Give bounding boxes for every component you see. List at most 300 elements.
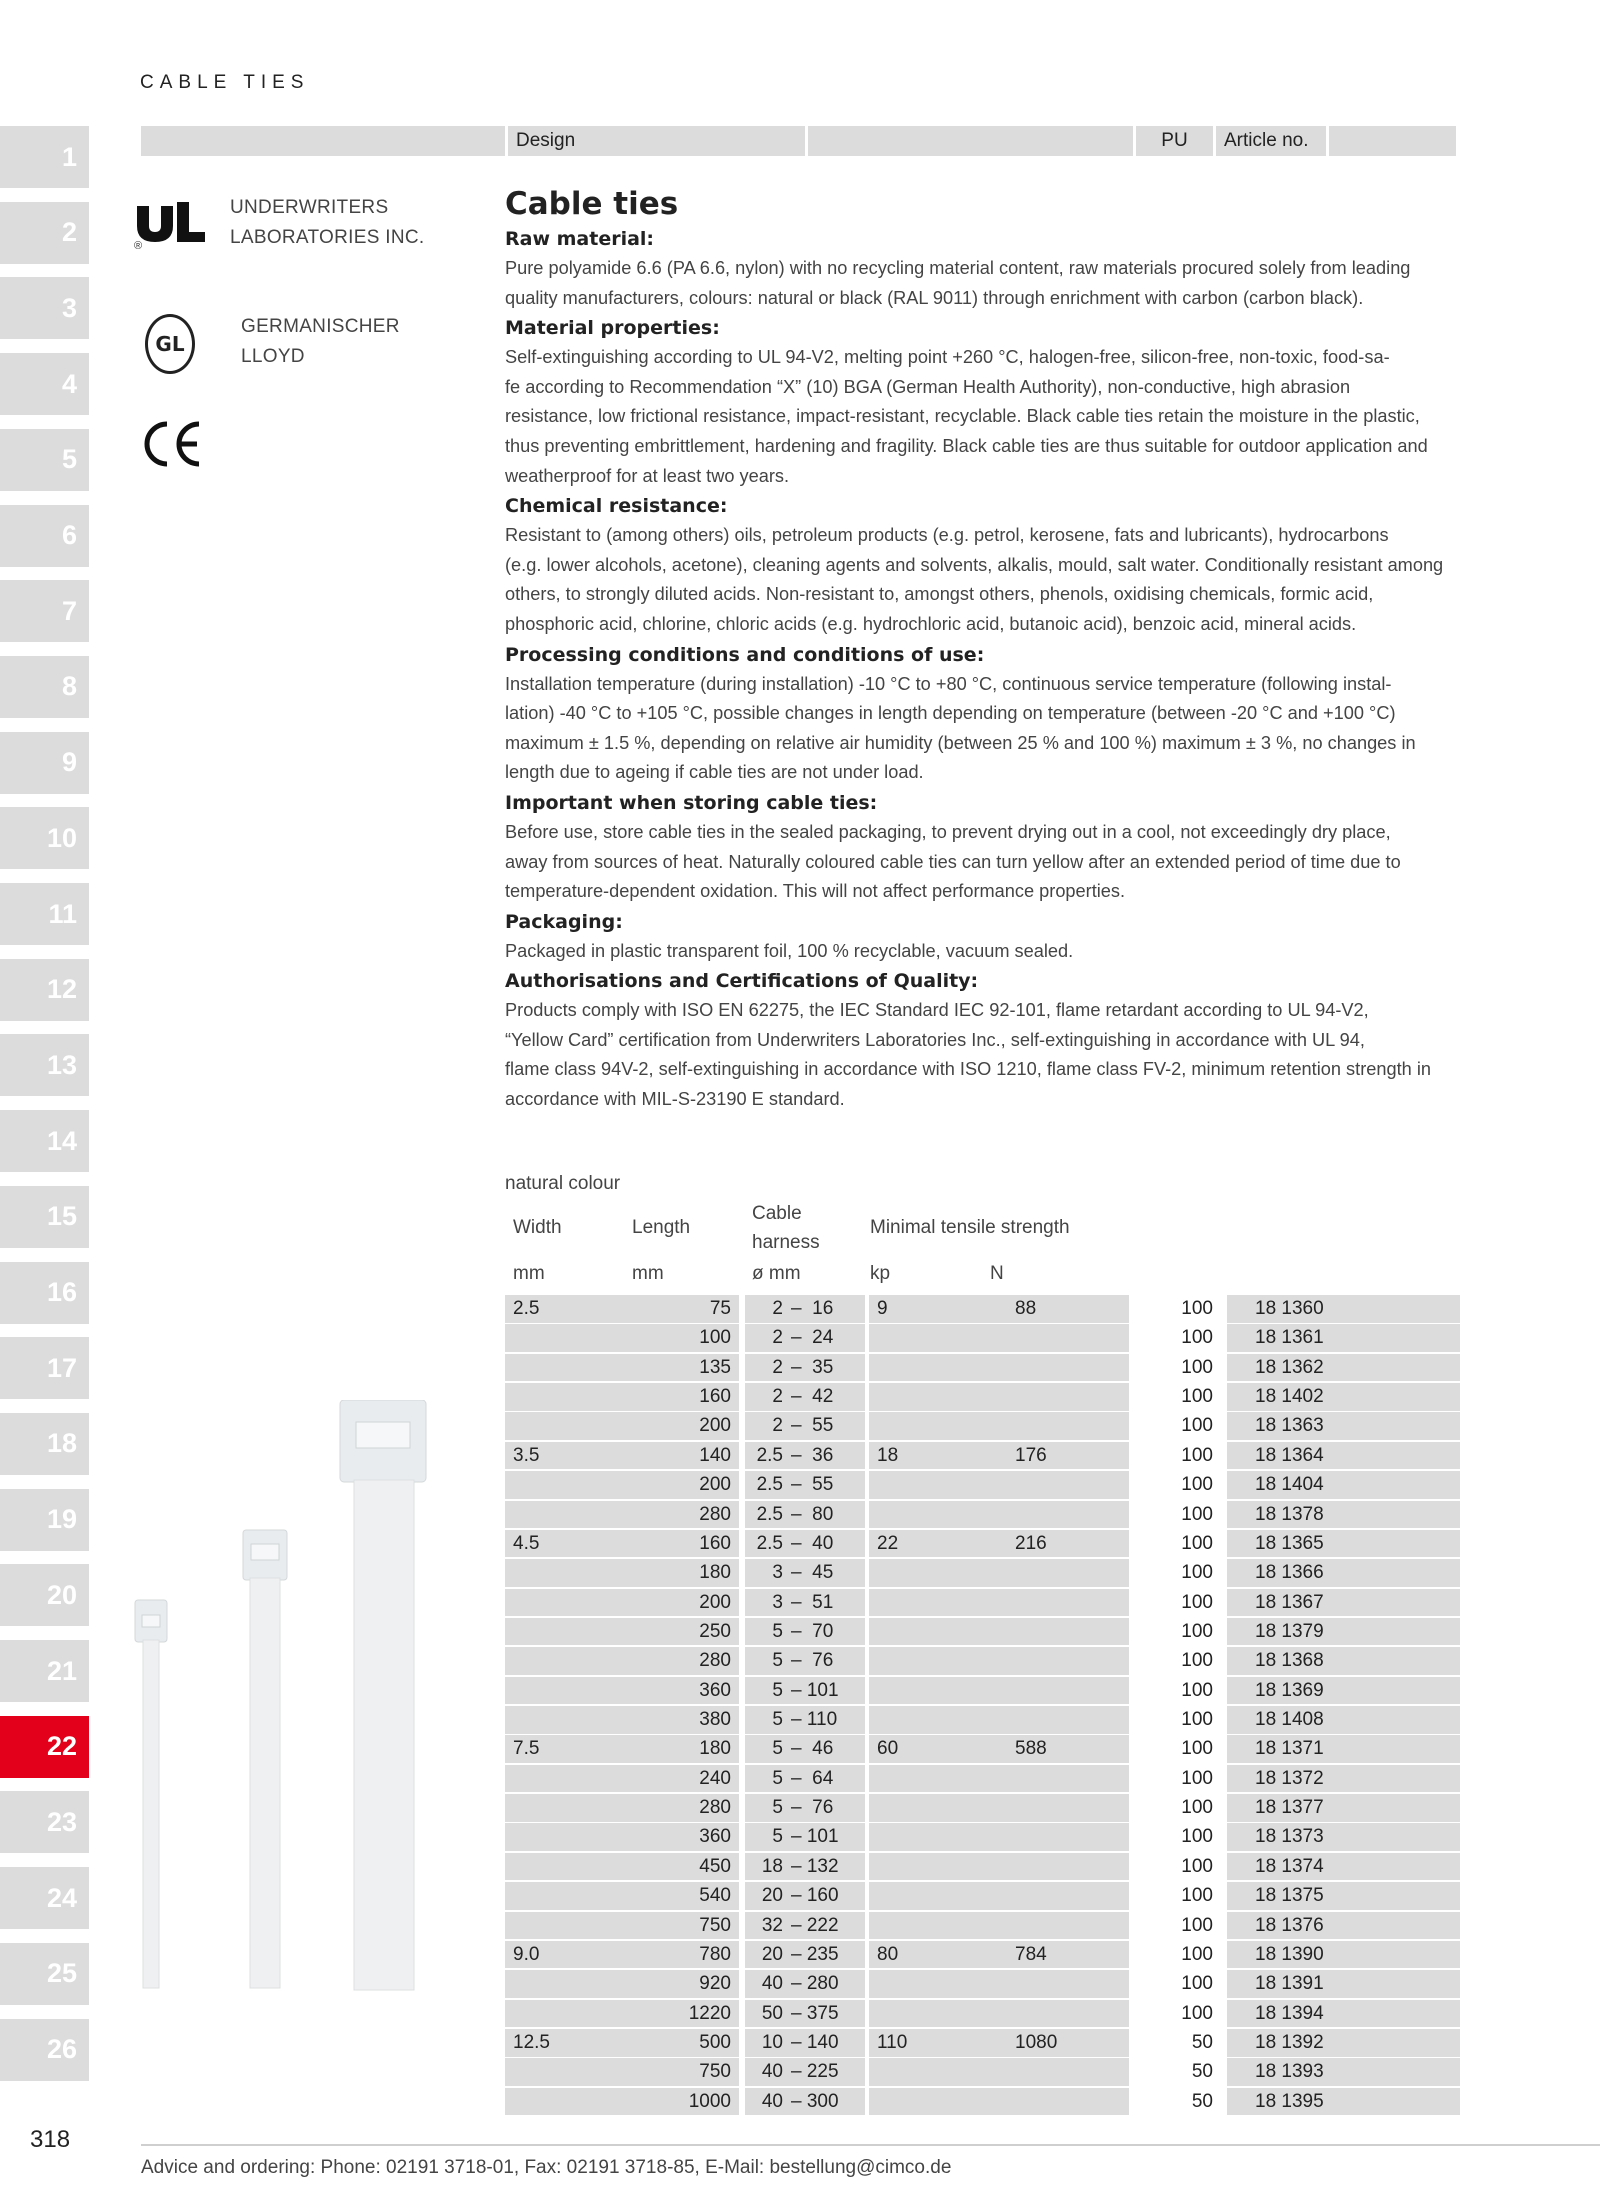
table-cell: 1080 <box>989 2029 1129 2057</box>
table-cell: 2 <box>745 1412 789 1440</box>
table-row <box>505 2000 1460 2029</box>
table-cell: 750 <box>625 2058 739 2086</box>
table-cell: – 110 <box>789 1706 865 1734</box>
chapter-tab-3[interactable]: 3 <box>0 277 89 339</box>
table-cell: 18 1391 <box>1227 1970 1377 1998</box>
table-cell <box>989 1970 1129 1998</box>
table-cell: 100 <box>1181 1620 1213 1642</box>
table-cell <box>869 2088 991 2116</box>
table-row <box>505 1970 1460 1999</box>
table-cell: 100 <box>1181 1679 1213 1701</box>
unit-cable: ø mm <box>752 1263 801 1284</box>
table-cell: 2.5 <box>745 1501 789 1529</box>
header-article: Article no. <box>1213 126 1326 156</box>
table-cell: – 225 <box>789 2058 865 2086</box>
table-cell: 780 <box>625 1941 739 1969</box>
table-cell: – 375 <box>789 2000 865 2028</box>
table-cell <box>1355 1412 1460 1440</box>
table-cell <box>505 1853 627 1881</box>
table-cell: 50 <box>745 2000 789 2028</box>
table-cell <box>505 1970 627 1998</box>
footer-contact: Advice and ordering: Phone: 02191 3718-01, Fax: 02191 3718-85, E-Mail: bestellung@cimco.de <box>141 2157 952 2178</box>
table-cell: 20 <box>745 1941 789 1969</box>
table-row <box>505 2029 1460 2058</box>
table-row <box>505 1735 1460 1764</box>
section-text-line: fe according to Recommendation “X” (10) BGA (German Health Authority), non-conductive, high abrasion <box>505 376 1351 397</box>
table-cell <box>1355 2088 1460 2116</box>
table-cell <box>1355 1941 1460 1969</box>
table-cell: 2 <box>745 1383 789 1411</box>
table-cell <box>505 1589 627 1617</box>
table-row <box>505 1501 1460 1530</box>
chapter-tab-26[interactable]: 26 <box>0 2019 89 2081</box>
table-cell: – 35 <box>789 1354 865 1382</box>
ul-text <box>230 193 424 253</box>
table-row <box>505 1706 1460 1735</box>
chapter-tab-4[interactable]: 4 <box>0 353 89 415</box>
table-cell: 100 <box>1181 1797 1213 1819</box>
section-text-line: Products comply with ISO EN 62275, the IEC Standard IEC 92-101, flame retardant according to UL 94-V2, <box>505 1000 1369 1021</box>
table-cell: 18 1402 <box>1227 1383 1377 1411</box>
table-cell: 60 <box>869 1735 991 1763</box>
table-cell <box>989 1589 1129 1617</box>
table-cell <box>869 1324 991 1352</box>
table-cell <box>505 2000 627 2028</box>
table-cell <box>869 2058 991 2086</box>
table-cell <box>505 1559 627 1587</box>
table-row <box>505 1618 1460 1647</box>
chapter-tab-22[interactable]: 22 <box>0 1716 89 1778</box>
table-cell <box>505 1383 627 1411</box>
table-cell: 100 <box>1181 1356 1213 1378</box>
table-cell <box>869 1501 991 1529</box>
table-cell: 18 1362 <box>1227 1354 1377 1382</box>
table-cell: 18 1375 <box>1227 1882 1377 1910</box>
table-row <box>505 1912 1460 1941</box>
table-cell <box>989 1501 1129 1529</box>
table-cell: 5 <box>745 1735 789 1763</box>
table-cell <box>869 2000 991 2028</box>
chapter-tab-2[interactable]: 2 <box>0 202 89 264</box>
chapter-tab-9[interactable]: 9 <box>0 732 89 794</box>
table-cell: 100 <box>1181 1503 1213 1525</box>
chapter-tab-6[interactable]: 6 <box>0 505 89 567</box>
table-cell <box>1355 1794 1460 1822</box>
chapter-tab-19[interactable]: 19 <box>0 1489 89 1551</box>
ul-text-line1: UNDERWRITERS <box>230 197 389 218</box>
section-heading: Chemical resistance: <box>505 495 728 518</box>
chapter-tab-10[interactable]: 10 <box>0 807 89 869</box>
table-cell: – 235 <box>789 1941 865 1969</box>
table-row <box>505 1471 1460 1500</box>
table-row <box>505 1677 1460 1706</box>
table-cell: – 80 <box>789 1501 865 1529</box>
section-text-line: thus preventing embrittlement, hardening and fragility. Black cable ties are thus suitable for outdoor application and <box>505 435 1428 456</box>
section-heading: Authorisations and Certifications of Quality: <box>505 970 979 993</box>
table-cell: 5 <box>745 1647 789 1675</box>
table-cell: 18 1404 <box>1227 1471 1377 1499</box>
table-cell: – 101 <box>789 1823 865 1851</box>
table-row <box>505 1589 1460 1618</box>
table-cell: 100 <box>1181 1826 1213 1848</box>
table-cell <box>505 1647 627 1675</box>
table-cell: 100 <box>1181 1738 1213 1760</box>
table-cell: 100 <box>1181 1386 1213 1408</box>
table-cell <box>869 1647 991 1675</box>
table-cell: 135 <box>625 1354 739 1382</box>
section-text-line: accordance with MIL-S-23190 E standard. <box>505 1089 845 1110</box>
table-cell: 2 <box>745 1324 789 1352</box>
section-text-line: length due to ageing if cable ties are not under load. <box>505 762 924 783</box>
table-cell <box>989 1559 1129 1587</box>
table-cell: 18 1361 <box>1227 1324 1377 1352</box>
table-cell: 18 1390 <box>1227 1941 1377 1969</box>
section-text-line: Packaged in plastic transparent foil, 100 % recyclable, vacuum sealed. <box>505 940 1074 961</box>
table-cell: 40 <box>745 2058 789 2086</box>
table-cell: 280 <box>625 1794 739 1822</box>
table-cell: 920 <box>625 1970 739 1998</box>
table-cell: 20 <box>745 1882 789 1910</box>
table-cell: 100 <box>1181 1591 1213 1613</box>
table-cell <box>989 1471 1129 1499</box>
table-row <box>505 1559 1460 1588</box>
chapter-tab-20[interactable]: 20 <box>0 1564 89 1626</box>
table-cell: – 64 <box>789 1765 865 1793</box>
table-cell: 100 <box>1181 1650 1213 1672</box>
table-cell <box>869 1912 991 1940</box>
section-text-line: maximum ± 1.5 %, depending on relative air humidity (between 25 % and 100 %) maximum ± 3 %, no changes in <box>505 732 1416 753</box>
table-cell <box>505 1471 627 1499</box>
table-cell <box>989 1794 1129 1822</box>
table-cell <box>505 1501 627 1529</box>
header-pu: PU <box>1133 126 1213 156</box>
header-blank-3 <box>1326 126 1456 156</box>
table-cell <box>505 1706 627 1734</box>
section-text-line: Before use, store cable ties in the sealed packaging, to prevent drying out in a cool, not exceedingly dry place, <box>505 821 1391 842</box>
table-cell <box>1355 2029 1460 2057</box>
table-cell <box>989 1354 1129 1382</box>
table-cell: 50 <box>1191 2032 1213 2053</box>
section-heading: Processing conditions and conditions of use: <box>505 643 985 666</box>
section-text-line: quality manufacturers, colours: natural or black (RAL 9011) through enrichment with carbon (carbon black). <box>505 287 1364 308</box>
table-cell: 80 <box>869 1941 991 1969</box>
table-cell <box>869 1853 991 1881</box>
table-cell: 100 <box>1181 1709 1213 1731</box>
table-cell <box>869 1559 991 1587</box>
chapter-tab-23[interactable]: 23 <box>0 1791 89 1853</box>
header-design: Design <box>505 126 805 156</box>
table-cell: 1220 <box>625 2000 739 2028</box>
table-cell <box>1355 1295 1460 1323</box>
table-cell: 2.5 <box>745 1471 789 1499</box>
table-cell: 18 1374 <box>1227 1853 1377 1881</box>
table-row <box>505 1941 1460 1970</box>
table-row <box>505 1295 1460 1324</box>
section-text-line: Installation temperature (during installation) -10 °C to +80 °C, continuous service temperature (following instal- <box>505 673 1392 694</box>
table-cell: 280 <box>625 1647 739 1675</box>
table-cell: 784 <box>989 1941 1129 1969</box>
table-cell: 5 <box>745 1706 789 1734</box>
table-cell: 18 1368 <box>1227 1647 1377 1675</box>
table-caption: natural colour <box>505 1173 621 1194</box>
col-width-header: Width <box>513 1217 562 1238</box>
table-cell: 32 <box>745 1912 789 1940</box>
table-cell: 18 <box>745 1853 789 1881</box>
table-cell <box>1355 1853 1460 1881</box>
table-cell: 50 <box>1191 2090 1213 2112</box>
chapter-tab-13[interactable]: 13 <box>0 1034 89 1096</box>
table-cell: – 300 <box>789 2088 865 2116</box>
chapter-tab-5[interactable]: 5 <box>0 429 89 491</box>
table-cell: – 24 <box>789 1324 865 1352</box>
table-cell: 5 <box>745 1794 789 1822</box>
table-cell: 12.5 <box>505 2029 627 2057</box>
table-cell: – 45 <box>789 1559 865 1587</box>
section-text-line: Resistant to (among others) oils, petroleum products (e.g. petrol, kerosene, fats and lubricants), hydrocarbons <box>505 525 1389 546</box>
chapter-tab-24[interactable]: 24 <box>0 1867 89 1929</box>
section-text-line: weatherproof for at least two years. <box>505 465 790 486</box>
table-cell: 200 <box>625 1412 739 1440</box>
chapter-tab-25[interactable]: 25 <box>0 1943 89 2005</box>
chapter-tab-11[interactable]: 11 <box>0 883 89 945</box>
table-cell: 18 1394 <box>1227 2000 1377 2028</box>
table-cell: 18 1371 <box>1227 1735 1377 1763</box>
page-number: 318 <box>30 2126 71 2153</box>
col-length-header: Length <box>632 1217 691 1238</box>
col-cable-header-1: Cable <box>752 1203 802 1224</box>
table-cell: 100 <box>1181 2002 1213 2024</box>
table-cell: – 16 <box>789 1295 865 1323</box>
table-row <box>505 1412 1460 1441</box>
table-cell: 88 <box>989 1295 1129 1323</box>
table-cell: 180 <box>625 1559 739 1587</box>
table-cell: 18 1372 <box>1227 1765 1377 1793</box>
table-cell: – 222 <box>789 1912 865 1940</box>
section-title: CABLE TIES <box>140 72 310 93</box>
chapter-tab-15[interactable]: 15 <box>0 1186 89 1248</box>
table-cell: – 101 <box>789 1677 865 1705</box>
table-cell: 18 1377 <box>1227 1794 1377 1822</box>
table-cell: 7.5 <box>505 1735 627 1763</box>
table-cell: 50 <box>1191 2061 1213 2083</box>
table-cell: 750 <box>625 1912 739 1940</box>
table-cell <box>505 1618 627 1646</box>
unit-width: mm <box>513 1263 545 1284</box>
table-cell <box>1355 1706 1460 1734</box>
table-row <box>505 1324 1460 1353</box>
gl-logo: GL <box>145 314 195 374</box>
table-cell <box>1355 1324 1460 1352</box>
unit-length: mm <box>632 1263 664 1284</box>
table-cell: 100 <box>1181 1444 1213 1466</box>
table-cell: – 51 <box>789 1589 865 1617</box>
unit-n: N <box>990 1263 1004 1284</box>
table-cell: – 132 <box>789 1853 865 1881</box>
section-text-line: Pure polyamide 6.6 (PA 6.6, nylon) with no recycling material content, raw materials procured solely from leading <box>505 258 1411 278</box>
table-cell <box>1355 1970 1460 1998</box>
gl-text <box>241 312 400 372</box>
table-cell <box>505 2088 627 2116</box>
table-cell: – 160 <box>789 1882 865 1910</box>
table-cell: 1000 <box>625 2088 739 2116</box>
table-cell: – 40 <box>789 1530 865 1558</box>
table-cell: 450 <box>625 1853 739 1881</box>
table-row <box>505 1823 1460 1852</box>
table-cell <box>1355 1677 1460 1705</box>
ce-mark <box>141 418 205 475</box>
table-cell: – 55 <box>789 1412 865 1440</box>
registered-mark: ® <box>134 240 143 252</box>
table-cell <box>989 1647 1129 1675</box>
table-cell: 100 <box>1181 1914 1213 1936</box>
table-cell: 200 <box>625 1589 739 1617</box>
table-cell: 18 1379 <box>1227 1618 1377 1646</box>
table-cell <box>869 1677 991 1705</box>
table-row <box>505 1647 1460 1676</box>
table-cell <box>989 1706 1129 1734</box>
table-cell <box>869 1794 991 1822</box>
table-cell: 18 1369 <box>1227 1677 1377 1705</box>
table-cell: 5 <box>745 1618 789 1646</box>
table-cell: 18 1395 <box>1227 2088 1377 2116</box>
table-cell: 500 <box>625 2029 739 2057</box>
table-cell: 100 <box>1181 1532 1213 1554</box>
table-cell <box>989 1853 1129 1881</box>
table-cell <box>869 1823 991 1851</box>
table-cell <box>1355 1589 1460 1617</box>
table-cell: 240 <box>625 1765 739 1793</box>
table-cell: 75 <box>625 1295 739 1323</box>
table-cell <box>989 1412 1129 1440</box>
chapter-tab-7[interactable]: 7 <box>0 580 89 642</box>
table-cell <box>505 2058 627 2086</box>
table-cell <box>1355 1530 1460 1558</box>
table-cell <box>1355 1765 1460 1793</box>
table-cell: 18 1393 <box>1227 2058 1377 2086</box>
table-cell: 140 <box>625 1442 739 1470</box>
section-heading: Packaging: <box>505 910 623 933</box>
chapter-tab-18[interactable]: 18 <box>0 1413 89 1475</box>
header-blank <box>141 126 505 156</box>
table-cell <box>505 1412 627 1440</box>
chapter-tab-12[interactable]: 12 <box>0 959 89 1021</box>
table-cell: 540 <box>625 1882 739 1910</box>
table-cell: 360 <box>625 1677 739 1705</box>
table-cell: 5 <box>745 1823 789 1851</box>
section-text-line: temperature-dependent oxidation. This will not affect performance properties. <box>505 881 1126 902</box>
table-cell: 280 <box>625 1501 739 1529</box>
table-cell: 10 <box>745 2029 789 2057</box>
table-cell <box>505 1912 627 1940</box>
table-cell: 100 <box>1181 1885 1213 1907</box>
col-cable-header-2: harness <box>752 1232 820 1253</box>
table-cell <box>989 1912 1129 1940</box>
table-cell <box>989 2088 1129 2116</box>
table-cell: 2.5 <box>745 1442 789 1470</box>
table-header-bar <box>141 126 1456 156</box>
table-cell: – 70 <box>789 1618 865 1646</box>
table-cell <box>989 2058 1129 2086</box>
table-cell <box>1355 1559 1460 1587</box>
footer-divider <box>141 2144 1600 2146</box>
table-cell: 100 <box>1181 1415 1213 1437</box>
table-cell: – 42 <box>789 1383 865 1411</box>
chapter-tab-21[interactable]: 21 <box>0 1640 89 1702</box>
table-cell <box>1355 1383 1460 1411</box>
table-cell: 110 <box>869 2029 991 2057</box>
product-title: Cable ties <box>505 186 679 222</box>
table-cell: 2 <box>745 1354 789 1382</box>
table-cell: 100 <box>1181 1943 1213 1965</box>
header-blank-2 <box>805 126 1133 156</box>
chapter-tab-14[interactable]: 14 <box>0 1110 89 1172</box>
table-cell: 18 1363 <box>1227 1412 1377 1440</box>
table-cell: 40 <box>745 1970 789 1998</box>
table-cell: 18 1376 <box>1227 1912 1377 1940</box>
section-text-line: others, to strongly diluted acids. Non-resistant to, amongst others, phenols, oxidising chemicals, formic acid, <box>505 584 1374 605</box>
table-row <box>505 2088 1460 2117</box>
table-row <box>505 1354 1460 1383</box>
table-cell <box>869 1618 991 1646</box>
table-cell: 588 <box>989 1735 1129 1763</box>
table-cell <box>869 1706 991 1734</box>
table-cell <box>1355 1471 1460 1499</box>
section-heading: Material properties: <box>505 317 720 340</box>
gl-text-line2: LLOYD <box>241 346 305 367</box>
table-cell: – 76 <box>789 1647 865 1675</box>
table-cell: 180 <box>625 1735 739 1763</box>
table-cell: 100 <box>1181 1298 1213 1319</box>
table-cell <box>989 1823 1129 1851</box>
table-cell: 18 1392 <box>1227 2029 1377 2057</box>
chapter-tab-17[interactable]: 17 <box>0 1337 89 1399</box>
table-cell: 18 1408 <box>1227 1706 1377 1734</box>
table-cell <box>869 1412 991 1440</box>
table-cell: 360 <box>625 1823 739 1851</box>
table-row <box>505 1882 1460 1911</box>
table-cell <box>505 1354 627 1382</box>
table-cell: 100 <box>1181 1973 1213 1995</box>
table-cell <box>1355 1354 1460 1382</box>
section-text-line: “Yellow Card” certification from Underwriters Laboratories Inc., self-extinguishing in accordance with UL 94, <box>505 1029 1365 1050</box>
table-cell: 160 <box>625 1530 739 1558</box>
chapter-tab-8[interactable]: 8 <box>0 656 89 718</box>
table-cell <box>505 1765 627 1793</box>
section-text-line: Self-extinguishing according to UL 94-V2, melting point +260 °C, halogen-free, silicon-free, non-toxic, food-sa- <box>505 347 1390 368</box>
table-cell: – 46 <box>789 1735 865 1763</box>
table-cell <box>869 1354 991 1382</box>
cable-ties-image <box>130 1400 440 2000</box>
table-cell <box>989 1677 1129 1705</box>
table-cell: 18 1360 <box>1227 1295 1377 1323</box>
table-cell: 3 <box>745 1559 789 1587</box>
table-cell: 9 <box>869 1295 991 1323</box>
chapter-tab-1[interactable]: 1 <box>0 126 89 188</box>
table-cell <box>989 1383 1129 1411</box>
table-cell: 100 <box>1181 1855 1213 1877</box>
table-cell <box>869 1882 991 1910</box>
table-cell <box>989 1618 1129 1646</box>
table-cell: 5 <box>745 1765 789 1793</box>
table-cell: 100 <box>1181 1474 1213 1496</box>
section-text-line: (e.g. lower alcohols, acetone), cleaning agents and solvents, alkalis, mould, salt water. Conditionally resistant among <box>505 554 1444 575</box>
table-cell: 18 <box>869 1442 991 1470</box>
table-cell: 100 <box>625 1324 739 1352</box>
table-row <box>505 1442 1460 1471</box>
table-cell <box>869 1383 991 1411</box>
table-cell: 3.5 <box>505 1442 627 1470</box>
chapter-tab-16[interactable]: 16 <box>0 1262 89 1324</box>
